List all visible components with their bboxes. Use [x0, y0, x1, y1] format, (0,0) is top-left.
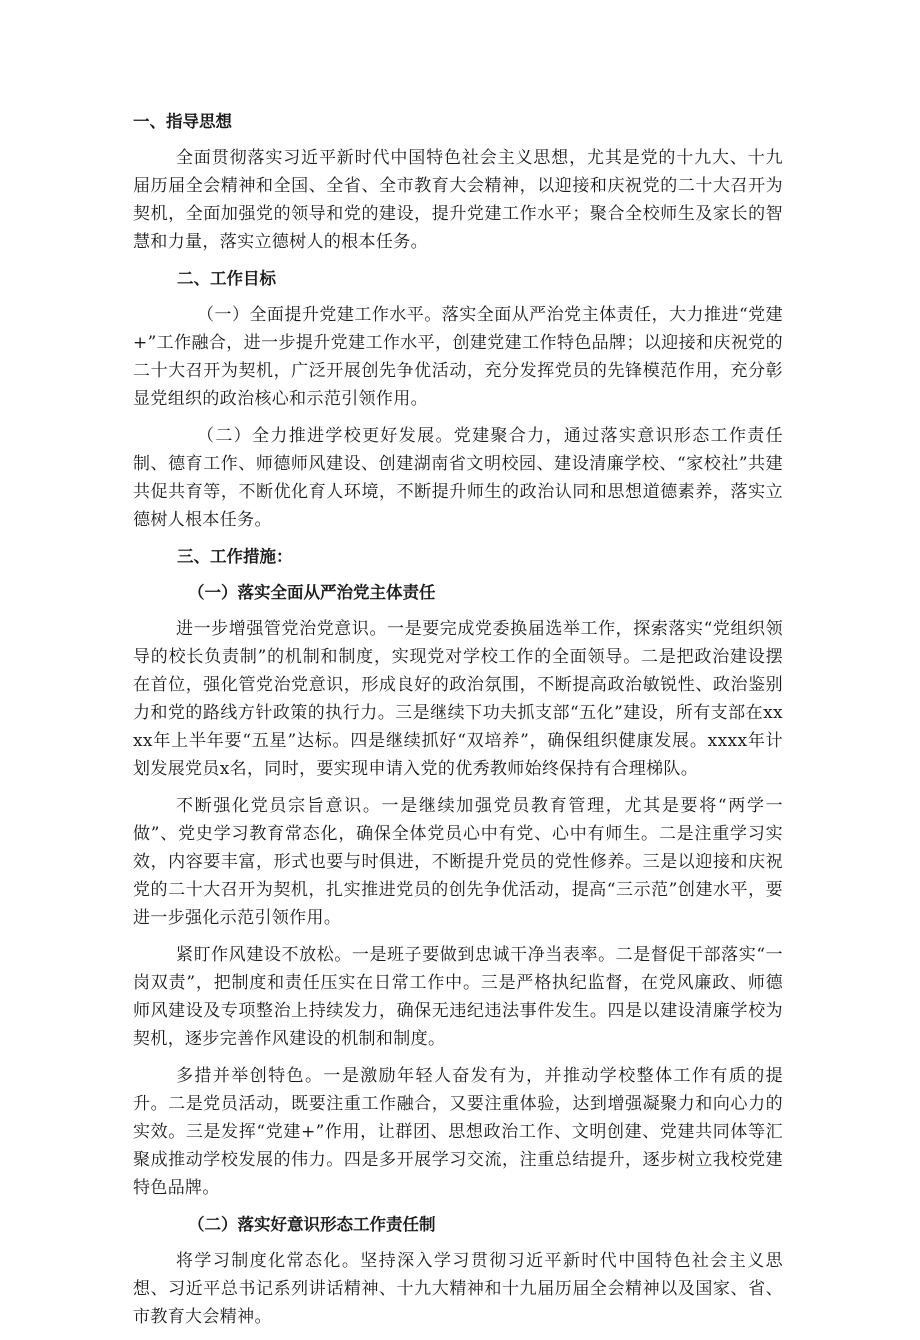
section-1-paragraph-1: 全面贯彻落实习近平新时代中国特色社会主义思想，尤其是党的十九大、十九届历届全会精神和全国、全省、全市教育大会精神，以迎接和庆祝党的二十大召开为契机，全面加强党的领导和党的建设，提升党建工作水平；聚合全校师生及家长的智慧和力量，落实立德树人的根本任务。 [133, 148, 783, 252]
section-3-paragraph-2: 不断强化党员宗旨意识。一是继续加强党员教育管理，尤其是要将“两学一做”、党史学习教育常态化，确保全体党员心中有党、心中有师生。二是注重学习实效，内容要丰富，形式也要与时俱进，不断提升党员的党性修养。三是以迎接和庆祝党的二十大召开为契机，扎实推进党员的创先争优活动，提高“三示范”创建水平，要进一步强化示范引领作用。 [133, 796, 783, 928]
section-2-heading: 二、工作目标 [177, 269, 276, 288]
section-3-paragraph-5: 将学习制度化常态化。坚持深入学习贯彻习近平新时代中国特色社会主义思想、习近平总书记系列讲话精神、十九大精神和十九届历届全会精神以及国家、省、市教育大会精神。 [133, 1251, 783, 1327]
section-3-paragraph-1: 进一步增强管党治党意识。一是要完成党委换届选举工作，探索落实“党组织领导的校长负责制”的机制和制度，实现党对学校工作的全面领导。二是把政治建设摆在首位，强化管党治党意识，形成良好的政治氛围，不断提高政治敏锐性、政治鉴别力和党的路线方针政策的执行力。三是继续下功夫抓支部“五化”建设，所有支部在xxxx年上半年要“五星”达标。四是继续抓好“双培养”，确保组织健康发展。xxxx年计划发展党员x名，同时，要实现申请入党的优秀教师始终保持有合理梯队。 [133, 619, 783, 779]
section-3-subheading-1: （一）落实全面从严治党主体责任 [188, 583, 436, 602]
section-2-paragraph-2: （二）全力推进学校更好发展。党建聚合力，通过落实意识形态工作责任制、德育工作、师德师风建设、创建湖南省文明校园、建设清廉学校、“家校社”共建共促共育等，不断优化育人环境，不断提升师生的政治认同和思想道德素养，落实立德树人根本任务。 [133, 426, 783, 530]
document-page [133, 108, 783, 1340]
section-3-paragraph-3: 紧盯作风建设不放松。一是班子要做到忠诚干净当表率。二是督促干部落实“一岗双责”，把制度和责任压实在日常工作中。三是严格执纪监督，在党风廉政、师德师风建设及专项整治上持续发力，确保无违纪违法事件发生。四是以建设清廉学校为契机，逐步完善作风建设的机制和制度。 [133, 945, 783, 1049]
section-1-heading: 一、指导思想 [133, 112, 232, 131]
section-3-subheading-2: （二）落实好意识形态工作责任制 [188, 1215, 436, 1234]
section-3-heading: 三、工作措施： [177, 547, 293, 566]
section-3-paragraph-4: 多措并举创特色。一是激励年轻人奋发有为，并推动学校整体工作有质的提升。二是党员活动，既要注重工作融合，又要注重体验，达到增强凝聚力和向心力的实效。三是发挥“党建+”作用，让群团、思想政治工作、文明创建、党建共同体等汇聚成推动学校发展的伟力。四是多开展学习交流，注重总结提升，逐步树立我校党建特色品牌。 [133, 1066, 783, 1198]
section-2-paragraph-1: （一）全面提升党建工作水平。落实全面从严治党主体责任，大力推进“党建+”工作融合，进一步提升党建工作水平，创建党建工作特色品牌；以迎接和庆祝党的二十大召开为契机，广泛开展创先争优活动，充分发挥党员的先锋模范作用，充分彰显党组织的政治核心和示范引领作用。 [133, 305, 783, 409]
